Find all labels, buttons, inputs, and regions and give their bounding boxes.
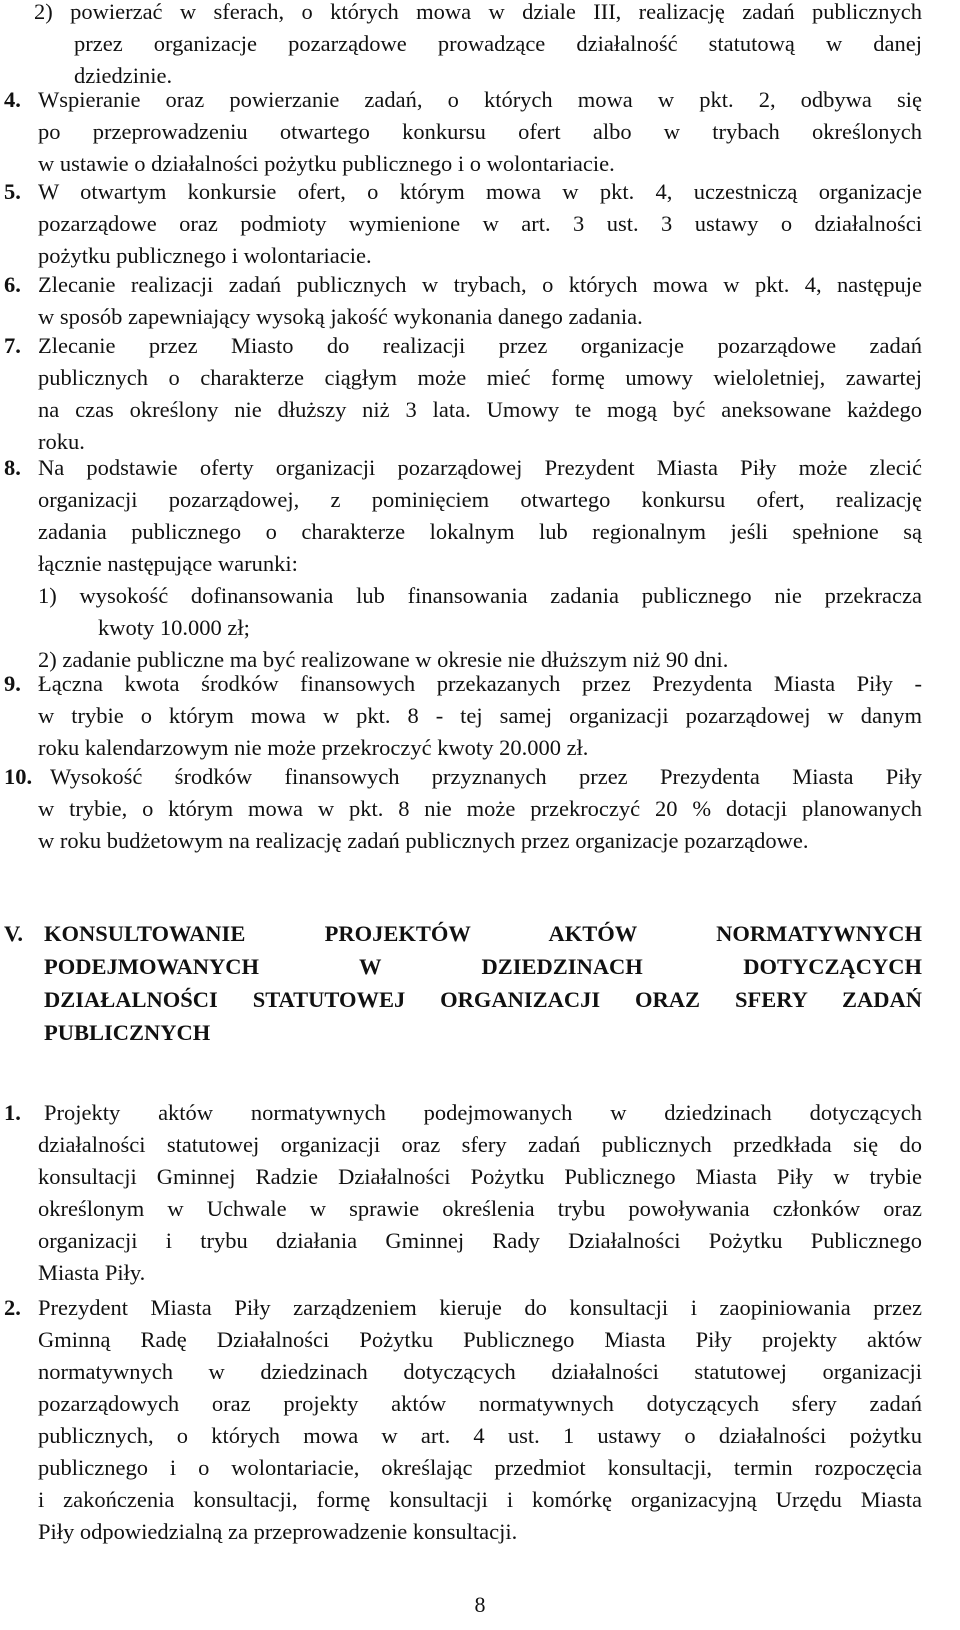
text-line: 1) wysokość dofinansowania lub finansowania zadania publicznego nie przekracza	[38, 583, 922, 608]
text-line: W otwartym konkursie ofert, o którym mowa w pkt. 4, uczestniczą organizacje	[38, 179, 922, 204]
section-v-paragraph-2	[4, 1292, 922, 1548]
text-line: przez organizacje pozarządowe prowadzące działalność statutową w danej	[74, 31, 922, 56]
text-line: Wysokość środków finansowych przyznanych przez Prezydenta Miasta Piły	[50, 764, 922, 789]
list-item-2	[34, 0, 922, 92]
text-line: roku.	[38, 429, 85, 454]
section-v-paragraph-1	[4, 1097, 922, 1289]
text-line: roku kalendarzowym nie może przekroczyć kwoty 20.000 zł.	[38, 735, 589, 760]
text-line: organizacji pozarządowej, z pominięciem otwartego konkursu ofert, realizację	[38, 487, 922, 512]
text-line: kwoty 10.000 zł;	[98, 615, 250, 640]
heading-line: KONSULTOWANIE PROJEKTÓW AKTÓW NORMATYWNYCH	[44, 921, 922, 946]
text-line: w sposób zapewniający wysoką jakość wykonania danego zadania.	[38, 304, 643, 329]
heading-line: PODEJMOWANYCH W DZIEDZINACH DOTYCZĄCYCH	[44, 954, 922, 979]
section-number: V.	[4, 921, 23, 946]
text-line: działalności statutowej organizacji oraz sfery zadań publicznych przedkłada się do	[38, 1132, 922, 1157]
paragraph-number: 2.	[4, 1295, 21, 1320]
paragraph-9	[4, 668, 922, 764]
text-line: Gminną Radę Działalności Pożytku Publicznego Miasta Piły projekty aktów	[38, 1327, 922, 1352]
text-line: w roku budżetowym na realizację zadań publicznych przez organizacje pozarządowe.	[38, 828, 809, 853]
section-v-heading	[4, 917, 922, 1049]
text-line: określonym w Uchwale w sprawie określenia trybu powoływania członków oraz	[38, 1196, 922, 1221]
paragraph-number: 7.	[4, 333, 21, 358]
text-line: pozarządowe oraz podmioty wymienione w art. 3 ust. 3 ustawy o działalności	[38, 211, 922, 236]
text-line: 2) powierzać w sferach, o których mowa w dziale III, realizację zadań publicznych	[34, 0, 922, 24]
text-line: publicznych o charakterze ciągłym może mieć formę umowy wieloletniej, zawartej	[38, 365, 922, 390]
text-line: pożytku publicznego i wolontariacie.	[38, 243, 372, 268]
text-line: Projekty aktów normatywnych podejmowanych w dziedzinach dotyczących	[44, 1100, 922, 1125]
text-line: dziedzinie.	[74, 63, 173, 88]
text-line: i zakończenia konsultacji, formę konsultacji i komórkę organizacyjną Urzędu Miasta	[38, 1487, 922, 1512]
text-line: publicznych, o których mowa w art. 4 ust. 1 ustawy o działalności pożytku	[38, 1423, 922, 1448]
text-line: Zlecanie przez Miasto do realizacji przez organizacje pozarządowe zadań	[38, 333, 922, 358]
paragraph-number: 5.	[4, 179, 21, 204]
text-line: po przeprowadzeniu otwartego konkursu ofert albo w trybach określonych	[38, 119, 922, 144]
text-line: konsultacji Gminnej Radzie Działalności Pożytku Publicznego Miasta Piły w trybie	[38, 1164, 922, 1189]
text-line: w trybie o którym mowa w pkt. 8 - tej samej organizacji pozarządowej w danym	[38, 703, 922, 728]
text-line: normatywnych w dziedzinach dotyczących działalności statutowej organizacji	[38, 1359, 922, 1384]
paragraph-number: 10.	[4, 764, 33, 789]
paragraph-number: 9.	[4, 671, 21, 696]
text-line: zadania publicznego o charakterze lokalnym lub regionalnym jeśli spełnione są	[38, 519, 922, 544]
text-line: Łączna kwota środków finansowych przekazanych przez Prezydenta Miasta Piły -	[38, 671, 922, 696]
paragraph-5	[4, 176, 922, 272]
heading-line: PUBLICZNYCH	[44, 1020, 211, 1045]
text-line: Prezydent Miasta Piły zarządzeniem kieruje do konsultacji i zaopiniowania przez	[38, 1295, 922, 1320]
page-number: 8	[474, 1592, 486, 1617]
text-line: organizacji i trybu działania Gminnej Rady Działalności Pożytku Publicznego	[38, 1228, 922, 1253]
paragraph-number: 1.	[4, 1100, 21, 1125]
paragraph-number: 8.	[4, 455, 21, 480]
paragraph-6	[4, 269, 922, 333]
text-line: na czas określony nie dłuższy niż 3 lata. Umowy te mogą być aneksowane każdego	[38, 397, 922, 422]
paragraph-8	[4, 452, 922, 676]
text-line: pozarządowych oraz projekty aktów normatywnych dotyczących sfery zadań	[38, 1391, 922, 1416]
text-line: w ustawie o działalności pożytku publicznego i o wolontariacie.	[38, 151, 615, 176]
text-line: Piły odpowiedzialną za przeprowadzenie konsultacji.	[38, 1519, 518, 1544]
text-line: łącznie następujące warunki:	[38, 551, 298, 576]
heading-line: DZIAŁALNOŚCI STATUTOWEJ ORGANIZACJI ORAZ SFERY ZADAŃ	[44, 987, 922, 1012]
text-line: w trybie, o którym mowa w pkt. 8 nie może przekroczyć 20 % dotacji planowanych	[38, 796, 922, 821]
paragraph-7	[4, 330, 922, 458]
text-line: Miasta Piły.	[38, 1260, 146, 1285]
text-line: 2) zadanie publiczne ma być realizowane w okresie nie dłuższym niż 90 dni.	[38, 647, 729, 672]
paragraph-number: 6.	[4, 272, 21, 297]
text-line: Zlecanie realizacji zadań publicznych w trybach, o których mowa w pkt. 4, następuje	[38, 272, 922, 297]
paragraph-10	[4, 761, 922, 857]
text-line: Wspieranie oraz powierzanie zadań, o których mowa w pkt. 2, odbywa się	[38, 87, 922, 112]
paragraph-4	[4, 84, 922, 180]
paragraph-number: 4.	[4, 87, 21, 112]
text-line: Na podstawie oferty organizacji pozarządowej Prezydent Miasta Piły może zlecić	[38, 455, 922, 480]
text-line: publicznego i o wolontariacie, określając przedmiot konsultacji, termin rozpoczęcia	[38, 1455, 922, 1480]
